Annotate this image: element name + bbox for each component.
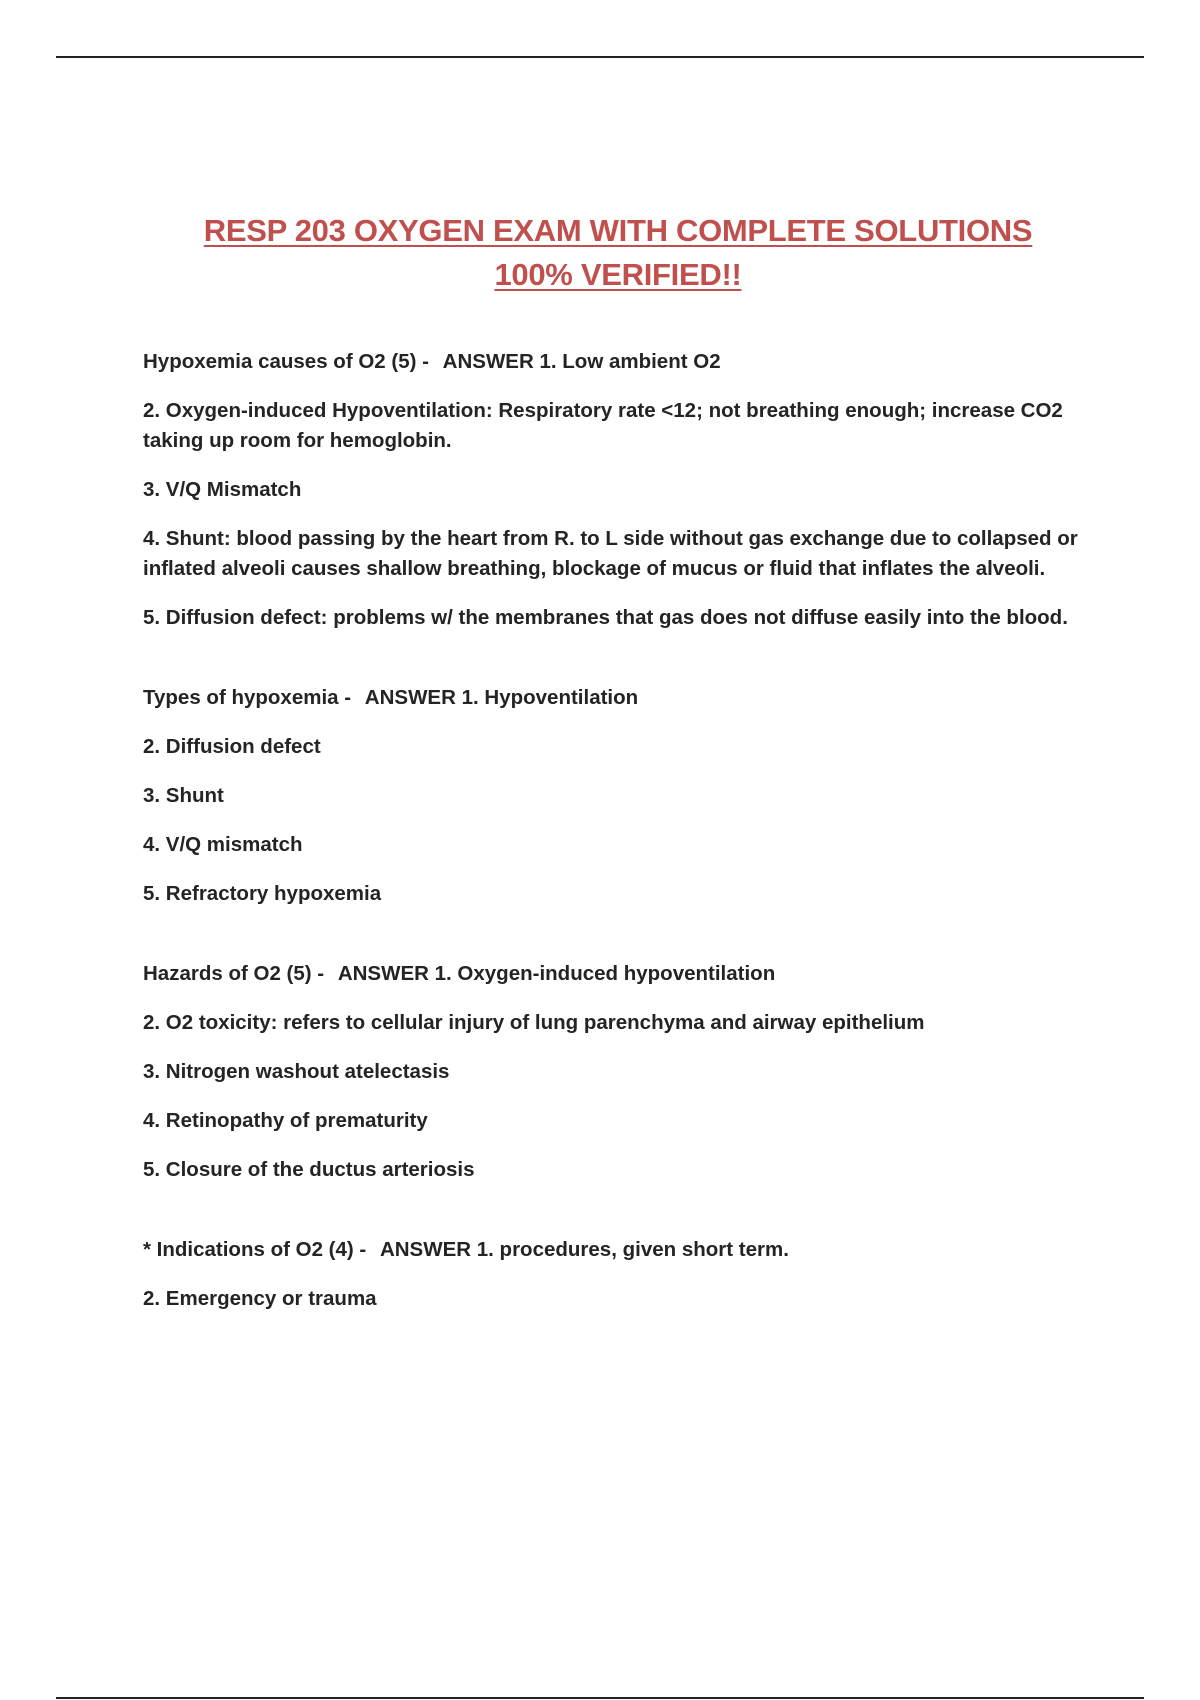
question-line (143, 959, 1083, 989)
question-text: Hazards of O2 (5) - (143, 962, 325, 985)
question-line (143, 347, 1083, 377)
first-answer: 1. Hypoventilation (461, 686, 639, 709)
answer-label: ANSWER (442, 350, 534, 373)
answer-item: 5. Refractory hypoxemia (143, 882, 382, 905)
answer-item: 4. Shunt: blood passing by the heart from R. to L side without gas exchange due to collapsed or inflated alveoli causes shallow breathing, blockage of mucus or fluid that inflates the alveoli. (143, 527, 1078, 580)
qa-block-types-of-hypoxemia (143, 683, 1083, 909)
answer-item: 2. Oxygen-induced Hypoventilation: Respiratory rate <12; not breathing enough; increase CO2 taking up room for hemoglobin. (143, 399, 1063, 452)
title-line-2: 100% VERIFIED!! (494, 256, 742, 292)
first-answer: 1. Oxygen-induced hypoventilation (434, 962, 776, 985)
qa-block-indications-of-o2 (143, 1235, 1083, 1314)
answer-item: 4. Retinopathy of prematurity (143, 1109, 428, 1132)
question-line (143, 1235, 1083, 1265)
question-text: Types of hypoxemia - (143, 686, 352, 709)
first-answer: 1. procedures, given short term. (476, 1238, 789, 1261)
answer-item: 2. Emergency or trauma (143, 1287, 377, 1310)
question-text: Hypoxemia causes of O2 (5) - (143, 350, 429, 373)
qa-block-hypoxemia-causes (143, 347, 1083, 633)
qa-block-hazards-of-o2 (143, 959, 1083, 1185)
answer-label: ANSWER (364, 686, 456, 709)
answer-item: 5. Closure of the ductus arteriosis (143, 1158, 475, 1181)
answer-item: 3. Shunt (143, 784, 224, 807)
answer-item: 2. O2 toxicity: refers to cellular injury of lung parenchyma and airway epithelium (143, 1011, 925, 1034)
qa-content (143, 347, 1083, 1314)
answer-item: 3. V/Q Mismatch (143, 478, 302, 501)
question-text: * Indications of O2 (4) - (143, 1238, 367, 1261)
document-title (143, 209, 1093, 297)
answer-label: ANSWER (337, 962, 429, 985)
answer-item: 3. Nitrogen washout atelectasis (143, 1060, 450, 1083)
answer-label: ANSWER (379, 1238, 472, 1261)
first-answer: 1. Low ambient O2 (539, 350, 721, 373)
bottom-rule (56, 1697, 1144, 1699)
title-line-1: RESP 203 OXYGEN EXAM WITH COMPLETE SOLUTIONS (203, 212, 1033, 248)
answer-item: 2. Diffusion defect (143, 735, 321, 758)
answer-item: 4. V/Q mismatch (143, 833, 303, 856)
answer-item: 5. Diffusion defect: problems w/ the membranes that gas does not diffuse easily into the blood. (143, 606, 1068, 629)
question-line (143, 683, 1083, 713)
top-rule (56, 56, 1144, 58)
